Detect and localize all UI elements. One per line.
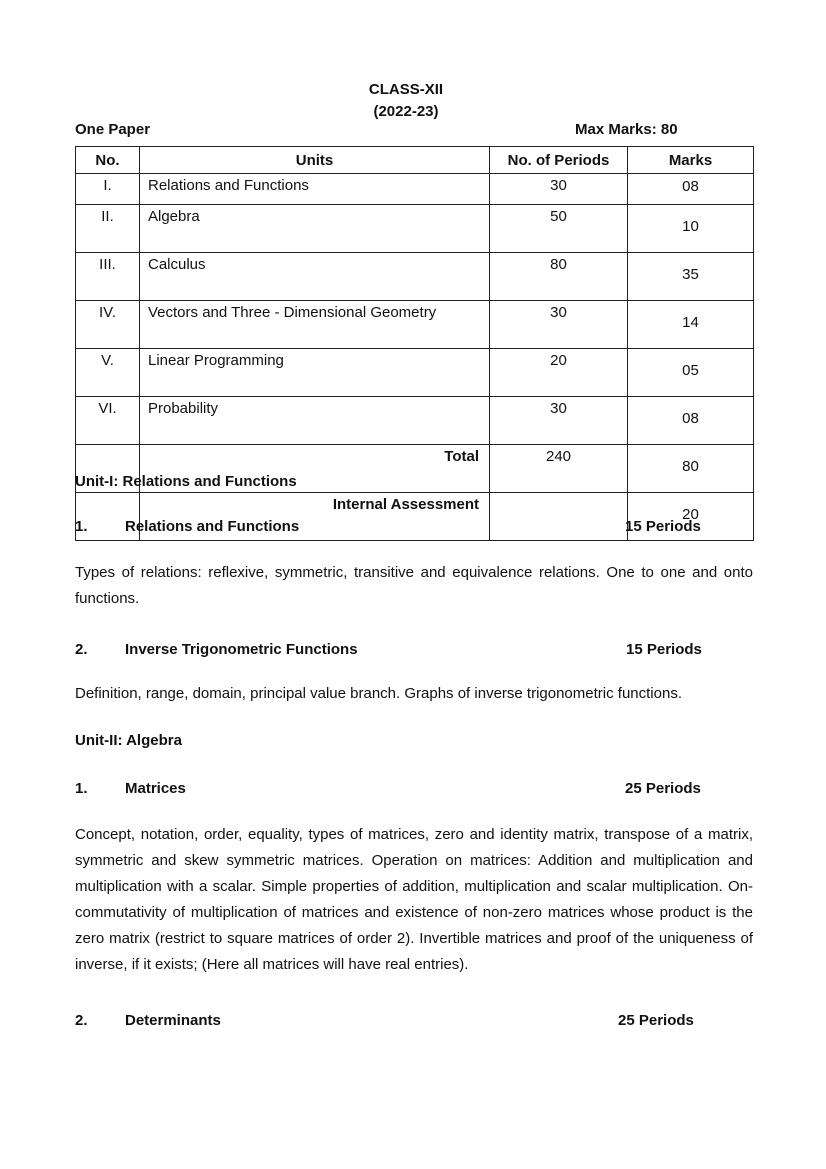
section-title: Inverse Trigonometric Functions (125, 641, 358, 658)
section-periods: 25 Periods (618, 1012, 694, 1029)
table-row (76, 174, 754, 205)
header-periods: No. of Periods (490, 147, 628, 174)
section-periods: 15 Periods (626, 641, 702, 658)
max-marks: Max Marks: 80 (575, 121, 678, 138)
total-marks: 80 (628, 445, 754, 493)
row-no: II. (76, 205, 140, 253)
table-row (76, 253, 754, 301)
row-periods: 50 (490, 205, 628, 253)
table-row (76, 349, 754, 397)
row-marks: 10 (628, 205, 754, 253)
row-marks: 14 (628, 301, 754, 349)
row-no: I. (76, 174, 140, 205)
academic-year: (2022-23) (373, 103, 439, 120)
row-periods: 30 (490, 397, 628, 445)
section-description: Concept, notation, order, equality, types of matrices, zero and identity matrix, transpose of a matrix, symmetric and skew symmetric matrices. Operation on matrices: Addition and multiplication and multiplication with a scalar. Simple properties of addition, multiplication and scalar multiplication. On-commutativity of multiplication of matrices and existence of non-zero matrices whose product is the zero matrix (restrict to square matrices of order 2). Invertible matrices and proof of the uniqueness of inverse, if it exists; (Here all matrices will have real entries). (75, 826, 753, 973)
internal-assessment-label: Internal Assessment (140, 493, 490, 541)
row-unit: Probability (140, 397, 490, 445)
row-marks: 05 (628, 349, 754, 397)
section-description: Types of relations: reflexive, symmetric, transitive and equivalence relations. One to one and onto functions. (75, 564, 753, 607)
row-periods: 30 (490, 301, 628, 349)
row-unit: Vectors and Three - Dimensional Geometry (140, 301, 490, 349)
row-unit: Calculus (140, 253, 490, 301)
table-header-row (76, 147, 754, 174)
section-number: 2. (75, 1012, 88, 1029)
row-periods: 20 (490, 349, 628, 397)
row-marks: 35 (628, 253, 754, 301)
table-row (76, 301, 754, 349)
total-periods: 240 (490, 445, 628, 493)
section-title: Determinants (125, 1012, 221, 1029)
section-number: 1. (75, 780, 88, 797)
row-no: IV. (76, 301, 140, 349)
row-periods: 30 (490, 174, 628, 205)
row-unit: Linear Programming (140, 349, 490, 397)
table-row (76, 397, 754, 445)
header-units: Units (140, 147, 490, 174)
unit-heading: Unit-II: Algebra (75, 732, 182, 749)
row-no: V. (76, 349, 140, 397)
row-marks: 08 (628, 397, 754, 445)
total-label: Total (140, 445, 490, 493)
internal-assessment-marks: 20 (628, 493, 754, 541)
section-periods: 15 Periods (625, 518, 701, 535)
row-unit: Relations and Functions (140, 174, 490, 205)
header-no: No. (76, 147, 140, 174)
row-unit: Algebra (140, 205, 490, 253)
row-marks: 08 (628, 174, 754, 205)
row-no: III. (76, 253, 140, 301)
class-title: CLASS-XII (368, 81, 444, 98)
section-description: Definition, range, domain, principal value branch. Graphs of inverse trigonometric functions. (75, 685, 682, 702)
section-number: 2. (75, 641, 88, 658)
paper-label: One Paper (75, 121, 151, 138)
section-title: Relations and Functions (125, 518, 300, 535)
section-title: Matrices (125, 780, 186, 797)
unit-heading: Unit-I: Relations and Functions (75, 473, 297, 490)
header-marks: Marks (628, 147, 754, 174)
row-no: VI. (76, 397, 140, 445)
section-periods: 25 Periods (625, 780, 701, 797)
internal-periods-cell (490, 493, 628, 541)
section-number: 1. (75, 518, 88, 535)
table-row (76, 205, 754, 253)
row-periods: 80 (490, 253, 628, 301)
